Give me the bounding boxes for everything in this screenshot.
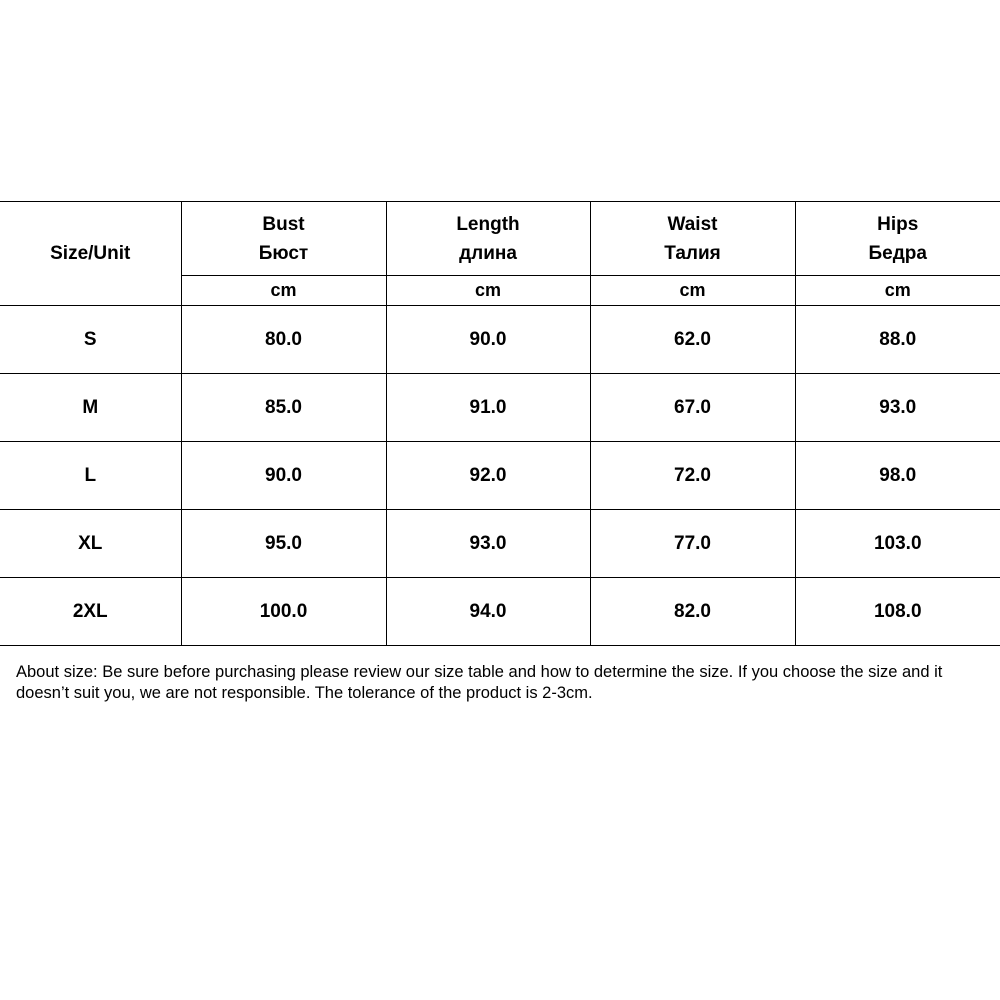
column-header-label-en: Length: [456, 213, 520, 235]
unit-cell: cm: [590, 276, 795, 306]
table-row: [0, 374, 1000, 442]
column-header-label-ru: длина: [459, 242, 517, 264]
bust-value-cell: 100.0: [181, 578, 386, 646]
waist-value-cell: 67.0: [590, 374, 795, 442]
unit-cell: cm: [795, 276, 1000, 306]
table-row: [0, 578, 1000, 646]
length-value-cell: 93.0: [386, 510, 590, 578]
length-value-cell: 90.0: [386, 306, 590, 374]
column-header-label-en: Waist: [667, 213, 718, 235]
bust-value-cell: 95.0: [181, 510, 386, 578]
bust-value-cell: 85.0: [181, 374, 386, 442]
size-disclaimer-note: About size: Be sure before purchasing please review our size table and how to determine the size. If you choose the size and it doesn’t suit you, we are not responsible. The tolerance of the product is 2-3cm.: [16, 663, 943, 702]
column-header-length: [386, 202, 590, 276]
waist-value-cell: 77.0: [590, 510, 795, 578]
table-row: [0, 442, 1000, 510]
hips-value-cell: 88.0: [795, 306, 1000, 374]
bust-value-cell: 90.0: [181, 442, 386, 510]
length-value-cell: 92.0: [386, 442, 590, 510]
size-label-cell: 2XL: [0, 578, 181, 646]
size-label-cell: L: [0, 442, 181, 510]
column-header-label-en: Bust: [262, 213, 305, 235]
hips-value-cell: 103.0: [795, 510, 1000, 578]
hips-value-cell: 98.0: [795, 442, 1000, 510]
table-row: [0, 306, 1000, 374]
column-header-label-ru: Бедра: [868, 242, 927, 264]
hips-value-cell: 108.0: [795, 578, 1000, 646]
size-label-cell: S: [0, 306, 181, 374]
table-row: [0, 510, 1000, 578]
unit-cell: cm: [181, 276, 386, 306]
table-header-row: [0, 202, 1000, 276]
waist-value-cell: 72.0: [590, 442, 795, 510]
column-header-bust: [181, 202, 386, 276]
size-chart-table: [0, 201, 1000, 646]
size-unit-header: Size/Unit: [0, 202, 181, 306]
size-label-cell: XL: [0, 510, 181, 578]
column-header-waist: [590, 202, 795, 276]
bust-value-cell: 80.0: [181, 306, 386, 374]
length-value-cell: 94.0: [386, 578, 590, 646]
column-header-label-en: Hips: [877, 213, 919, 235]
unit-cell: cm: [386, 276, 590, 306]
length-value-cell: 91.0: [386, 374, 590, 442]
hips-value-cell: 93.0: [795, 374, 1000, 442]
column-header-label-ru: Бюст: [258, 242, 309, 264]
column-header-hips: [795, 202, 1000, 276]
waist-value-cell: 62.0: [590, 306, 795, 374]
column-header-label-ru: Талия: [664, 242, 721, 264]
waist-value-cell: 82.0: [590, 578, 795, 646]
size-label-cell: M: [0, 374, 181, 442]
